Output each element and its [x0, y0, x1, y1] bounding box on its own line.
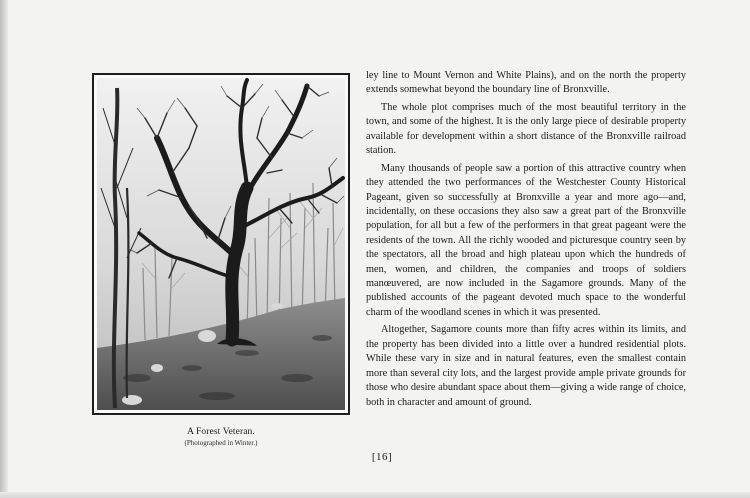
page-bottom-edge [0, 492, 750, 498]
body-text-column [366, 69, 686, 413]
page-gutter [0, 0, 8, 498]
forest-veteran-photo [92, 73, 350, 415]
paragraph-2: The whole plot comprises much of the most beautiful territory in the town, and some of the highest. It is the only large piece of desirable property available for development within a short distance of the Bronxville railroad station. [366, 102, 686, 157]
paragraph-1: ley line to Mount Vernon and White Plains), and on the north the property extends somewhat beyond the boundary line of Bronxville. [366, 70, 686, 96]
paragraph-3: Many thousands of people saw a portion of this attractive country when they attended the two performances of the Westchester County Historical Pageant, given so successfully at Bronxville a year and more ago—and, incidentally, on these occasions they also saw a great part of the Bronxville population, for all but a few of the performers in that great pageant were the residents of the town. All the richly wooded and picturesque country seen by the spectators, all the broad and high plateau upon which the hundreds of men, women, and children, the companies and troops of soldiers manœuvered, are now included in the Sagamore grounds. Many of the published accounts of the pageant devoted much space to the wonderful charm of the woodland scenes in which it was presented. [366, 162, 686, 318]
tree-photograph [97, 78, 345, 410]
figure-caption-title: A Forest Veteran. [187, 427, 255, 437]
figure-caption-subtitle: (Photographed in Winter.) [184, 439, 258, 447]
paragraph-4: Altogether, Sagamore counts more than fifty acres within its limits, and the property has been divided into a little over a hundred residential plots. While these vary in size and in natural features, even the smallest contain more than several city lots, and the largest provide ample private grounds for those who desire abundant space about them—giving a wide range of choice, both in character and amount of ground. [366, 324, 686, 408]
page-number: [16] [371, 451, 393, 463]
